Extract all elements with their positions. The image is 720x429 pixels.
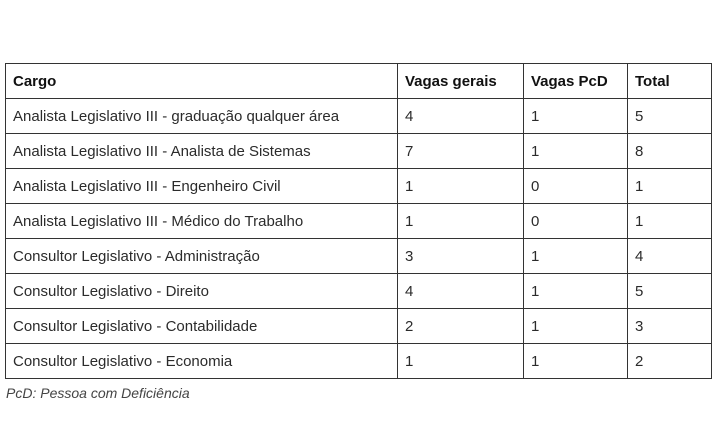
cell-vagas-pcd: 1 — [524, 99, 628, 134]
cell-vagas-gerais: 3 — [398, 239, 524, 274]
table-footnote: PcD: Pessoa com Deficiência — [6, 385, 190, 401]
table-row — [6, 309, 712, 344]
cell-vagas-pcd: 1 — [524, 344, 628, 379]
cell-vagas-pcd: 0 — [524, 169, 628, 204]
cell-cargo: Consultor Legislativo - Administração — [6, 239, 398, 274]
cell-total: 5 — [628, 99, 712, 134]
table-row — [6, 169, 712, 204]
cell-vagas-pcd: 1 — [524, 134, 628, 169]
cell-vagas-gerais: 7 — [398, 134, 524, 169]
cell-cargo: Analista Legislativo III - Médico do Trabalho — [6, 204, 398, 239]
cell-vagas-gerais: 4 — [398, 274, 524, 309]
cell-vagas-pcd: 0 — [524, 204, 628, 239]
cell-total: 4 — [628, 239, 712, 274]
cell-total: 5 — [628, 274, 712, 309]
header-cargo: Cargo — [6, 64, 398, 99]
cell-vagas-gerais: 1 — [398, 344, 524, 379]
table-row — [6, 274, 712, 309]
header-total: Total — [628, 64, 712, 99]
table-row — [6, 99, 712, 134]
cell-cargo: Consultor Legislativo - Economia — [6, 344, 398, 379]
vacancy-table-container — [5, 63, 712, 379]
cell-total: 3 — [628, 309, 712, 344]
table-row — [6, 239, 712, 274]
cell-cargo: Consultor Legislativo - Contabilidade — [6, 309, 398, 344]
cell-vagas-gerais: 2 — [398, 309, 524, 344]
cell-vagas-gerais: 1 — [398, 204, 524, 239]
cell-total: 1 — [628, 204, 712, 239]
cell-vagas-pcd: 1 — [524, 309, 628, 344]
table-header-row — [6, 64, 712, 99]
cell-total: 2 — [628, 344, 712, 379]
table-row — [6, 204, 712, 239]
cell-cargo: Consultor Legislativo - Direito — [6, 274, 398, 309]
cell-vagas-pcd: 1 — [524, 274, 628, 309]
vacancy-table — [5, 63, 712, 379]
header-vagas-pcd: Vagas PcD — [524, 64, 628, 99]
table-row — [6, 344, 712, 379]
table-row — [6, 134, 712, 169]
cell-cargo: Analista Legislativo III - Analista de Sistemas — [6, 134, 398, 169]
cell-vagas-gerais: 1 — [398, 169, 524, 204]
cell-vagas-pcd: 1 — [524, 239, 628, 274]
cell-cargo: Analista Legislativo III - Engenheiro Civil — [6, 169, 398, 204]
cell-total: 1 — [628, 169, 712, 204]
header-vagas-gerais: Vagas gerais — [398, 64, 524, 99]
cell-vagas-gerais: 4 — [398, 99, 524, 134]
cell-total: 8 — [628, 134, 712, 169]
cell-cargo: Analista Legislativo III - graduação qualquer área — [6, 99, 398, 134]
